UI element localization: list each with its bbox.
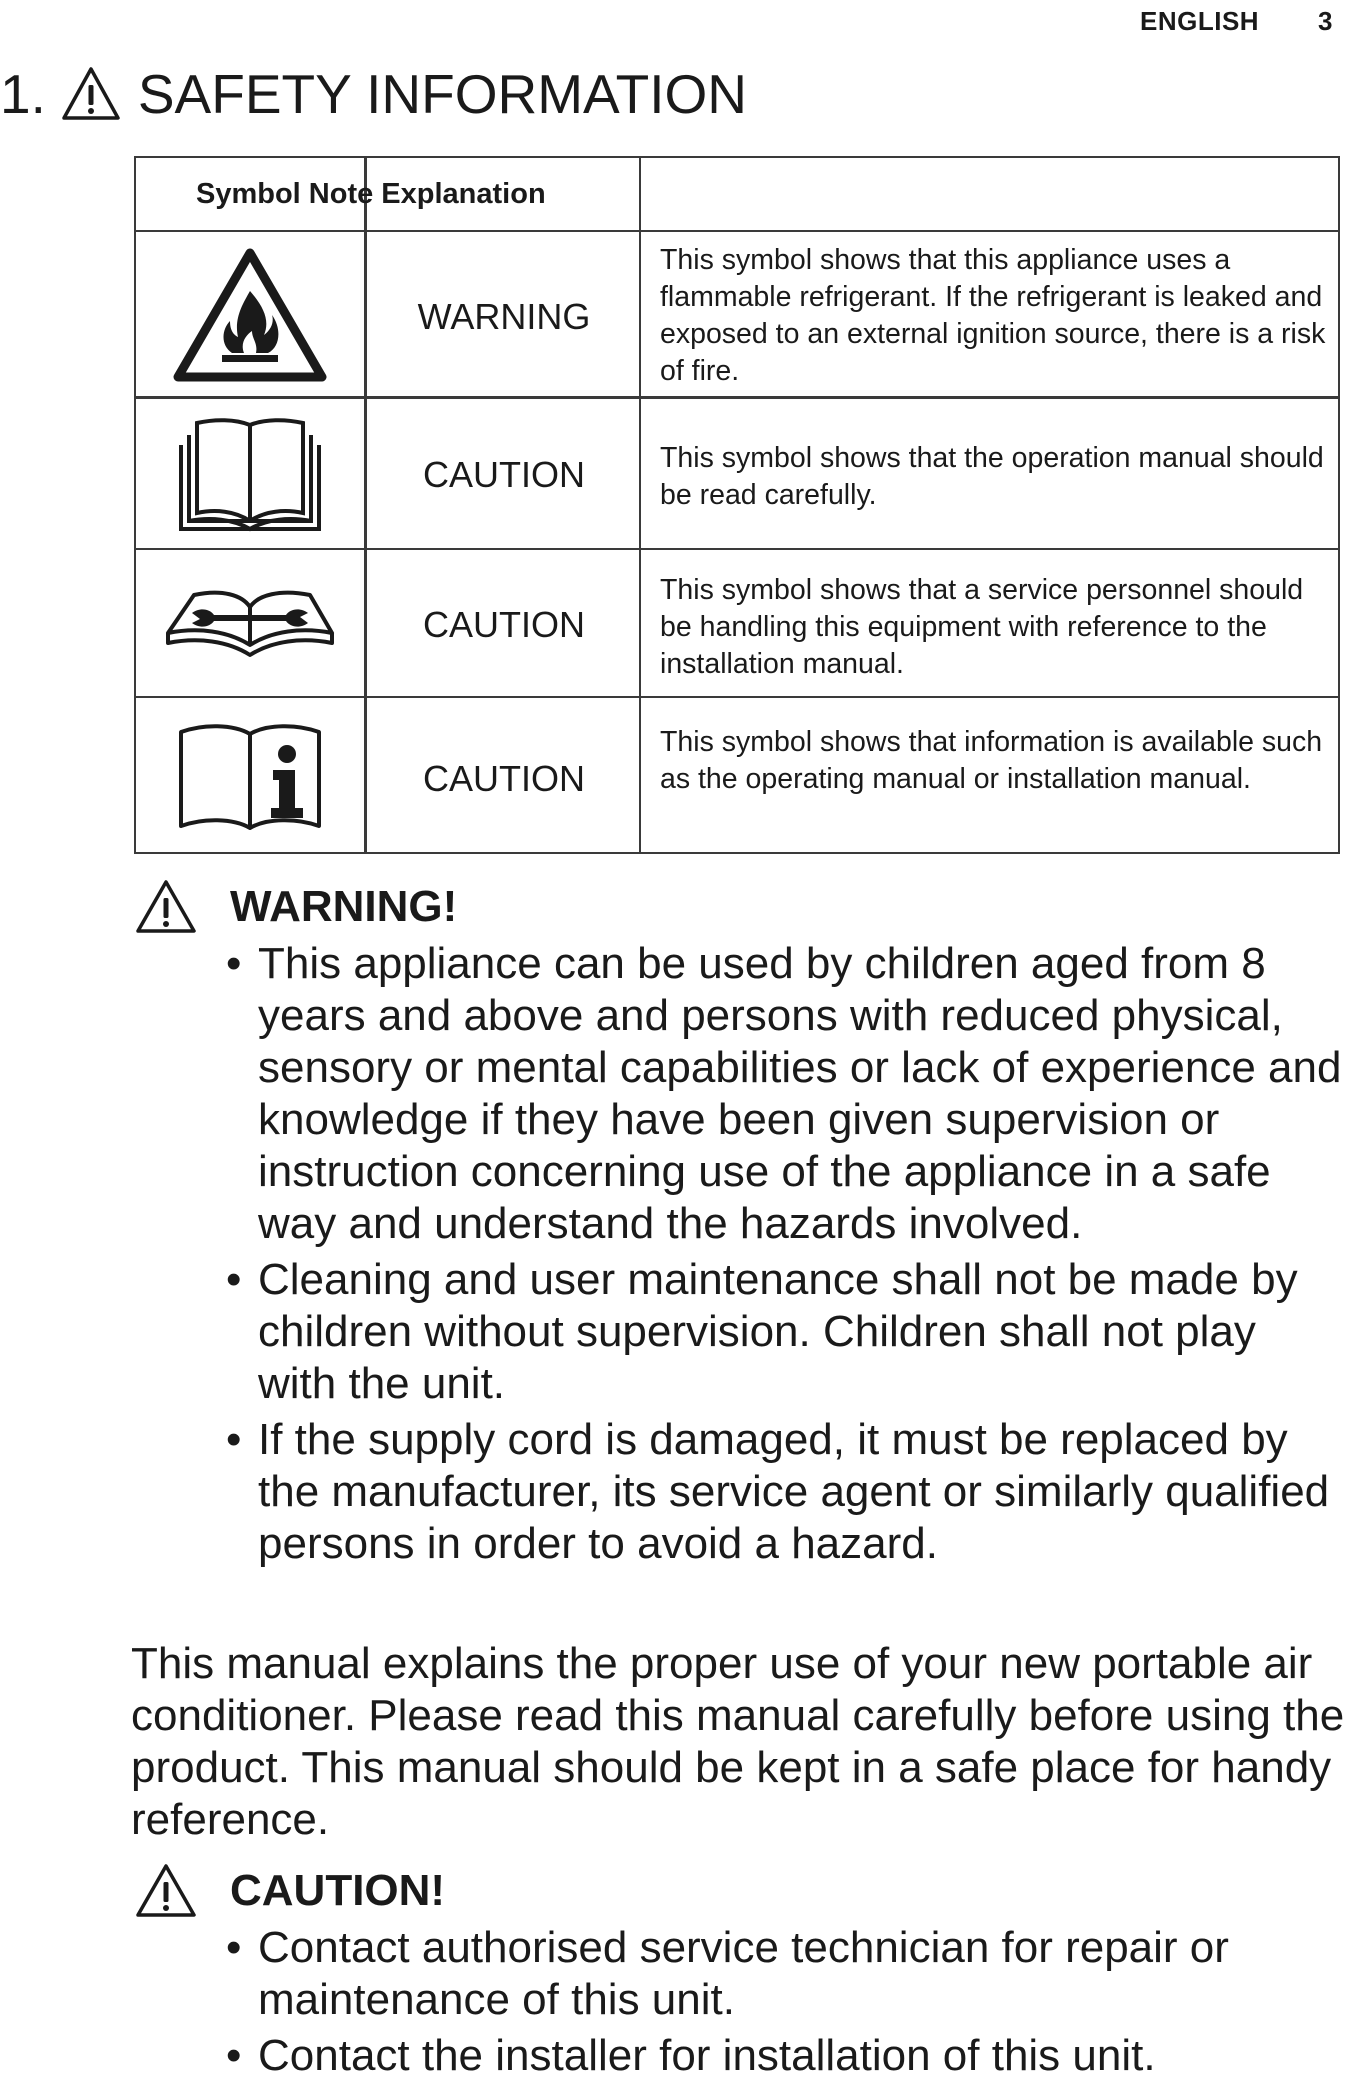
page-number: 3: [1318, 6, 1333, 36]
operation-manual-icon: [175, 411, 325, 535]
table-header: Symbol Note Explanation: [196, 178, 546, 210]
list-item: • Contact authorised service technician for repair or maintenance of this unit.: [224, 1922, 1344, 2026]
warning-triangle-icon: [134, 878, 198, 936]
section-heading: SAFETY INFORMATION: [137, 63, 747, 125]
note-caution-manual: CAUTION: [423, 454, 585, 495]
list-item: • Contact the installer for installation of this unit.: [224, 2030, 1344, 2082]
symbol-table: [134, 156, 1340, 854]
warning-triangle-icon: [134, 1862, 198, 1920]
table-row: [134, 706, 366, 846]
table-row: [134, 242, 366, 388]
caution-list: [224, 1922, 1344, 2086]
note-caution-service: CAUTION: [423, 604, 585, 645]
flammable-warning-icon: [172, 247, 328, 383]
list-item: • If the supply cord is damaged, it must be replaced by the manufacturer, its service agent or similarly qualified persons in order to avoid a hazard.: [224, 1414, 1344, 1570]
note-caution-info: CAUTION: [423, 758, 585, 799]
warning-title: WARNING!: [230, 882, 458, 931]
caution-title: CAUTION!: [230, 1866, 446, 1915]
section-number: 1.: [0, 63, 46, 125]
intro-paragraph: This manual explains the proper use of your new portable air conditioner. Please read this manual carefully before using the product. This manual should be kept in a safe place for handy reference.: [131, 1639, 1345, 1844]
header-language: ENGLISH: [1140, 6, 1260, 36]
list-item: • Cleaning and user maintenance shall not be made by children without supervision. Children shall not play with the unit.: [224, 1254, 1344, 1410]
explanation-service: This symbol shows that a service personnel should be handling this equipment with reference to the installation manual.: [660, 574, 1304, 680]
note-warning: WARNING: [417, 296, 591, 337]
warning-list: [224, 938, 1344, 1574]
explanation-flammable: This symbol shows that this appliance uses a flammable refrigerant. If the refrigerant is leaked and exposed to an external ignition source, there is a risk of fire.: [660, 244, 1326, 387]
information-manual-icon: [173, 716, 327, 836]
caution-heading: [134, 1862, 445, 1920]
section-title: [0, 62, 747, 126]
warning-heading: [134, 878, 457, 936]
warning-triangle-icon: [60, 65, 122, 123]
table-row: [134, 406, 366, 540]
explanation-manual: This symbol shows that the operation manual should be read carefully.: [660, 442, 1324, 511]
service-manual-icon: [162, 573, 338, 673]
table-row: [134, 556, 366, 690]
explanation-info: This symbol shows that information is available such as the operating manual or installation manual.: [660, 726, 1323, 795]
list-item: • This appliance can be used by children aged from 8 years and above and persons with reduced physical, sensory or mental capabilities or lack of experience and knowledge if they have been given supervision or instruction concerning use of the appliance in a safe way and understand the hazards involved.: [224, 938, 1344, 1250]
